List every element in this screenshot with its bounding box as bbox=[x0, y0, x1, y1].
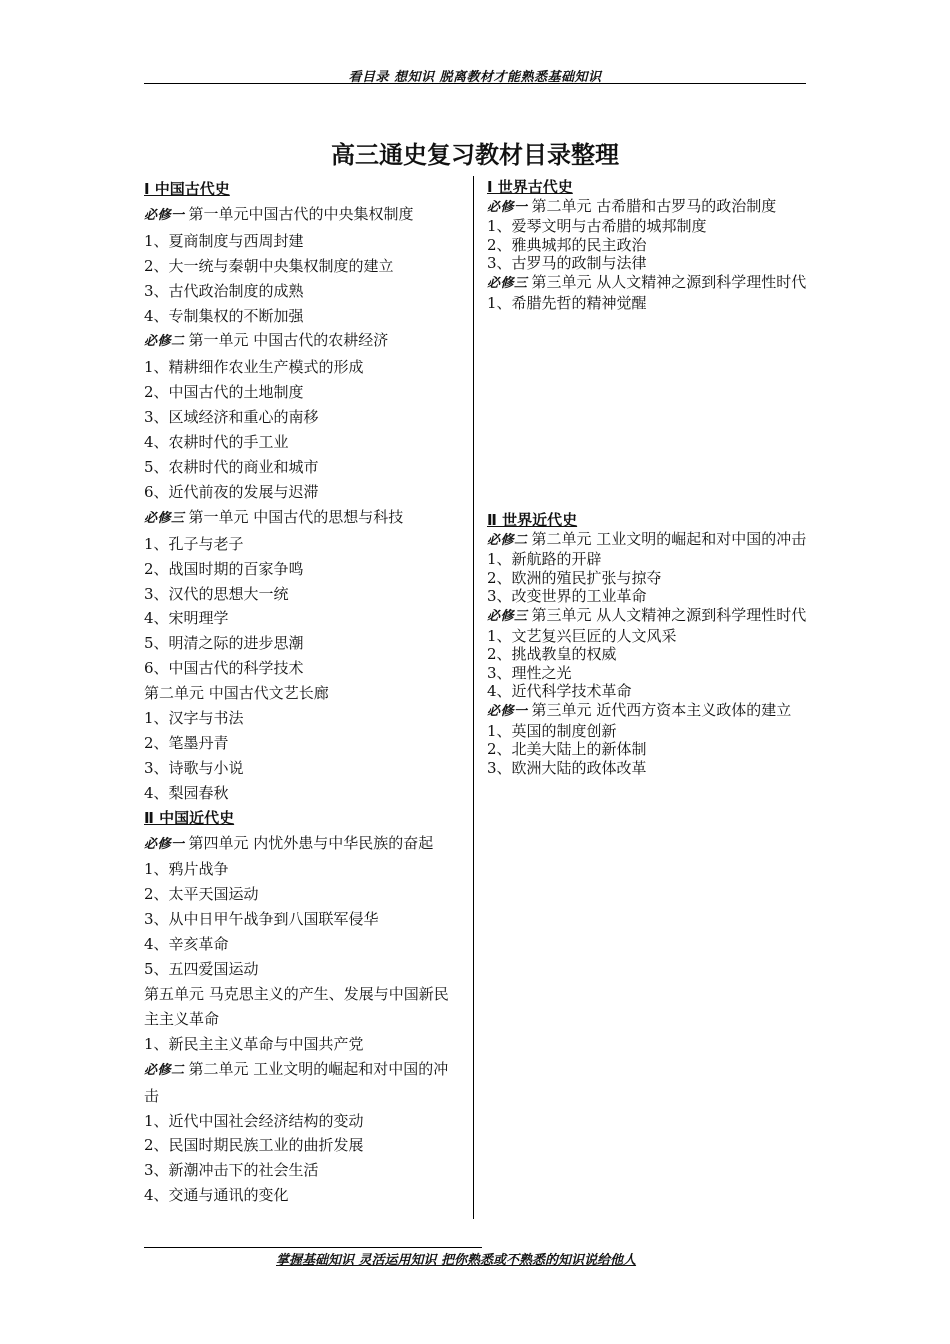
unit-heading bbox=[487, 197, 822, 218]
unit-heading bbox=[144, 831, 460, 858]
section-heading: Ⅰ 世界古代史 bbox=[487, 178, 573, 196]
list-item: 3、从中日甲午战争到八国联军侵华 bbox=[144, 910, 379, 929]
left-column bbox=[144, 177, 460, 1208]
list-item: 1、鸦片战争 bbox=[144, 860, 229, 879]
list-item: 2、中国古代的土地制度 bbox=[144, 383, 304, 402]
list-item: 1、希腊先哲的精神觉醒 bbox=[487, 293, 647, 312]
course-tag: 必修三 bbox=[144, 510, 185, 526]
list-item: 3、古罗马的政制与法律 bbox=[487, 254, 647, 273]
list-item: 2、挑战教皇的权威 bbox=[487, 645, 617, 664]
list-item: 3、欧洲大陆的政体改革 bbox=[487, 758, 647, 777]
list-item: 1、精耕细作农业生产模式的形成 bbox=[144, 358, 364, 377]
list-item: 3、新潮冲击下的社会生活 bbox=[144, 1161, 319, 1180]
list-item: 4、农耕时代的手工业 bbox=[144, 433, 289, 452]
unit-title: 第三单元 近代西方资本主义政体的建立 bbox=[531, 700, 792, 719]
list-item: 3、汉代的思想大一统 bbox=[144, 584, 289, 603]
list-item: 6、近代前夜的发展与迟滞 bbox=[144, 482, 319, 501]
right-column-ancient bbox=[487, 178, 822, 312]
unit-title: 第三单元 从人文精神之源到科学理性时代 bbox=[531, 272, 807, 291]
list-item: 1、新航路的开辟 bbox=[487, 550, 602, 569]
list-item: 4、辛亥革命 bbox=[144, 935, 229, 954]
unit-heading: 第二单元 中国古代文艺长廊 bbox=[144, 684, 329, 703]
unit-heading bbox=[487, 530, 822, 551]
list-item: 6、中国古代的科学技术 bbox=[144, 659, 304, 678]
course-tag: 必修一 bbox=[487, 703, 528, 719]
list-item: 4、近代科学技术革命 bbox=[487, 682, 632, 701]
page-footer: 掌握基础知识 灵活运用知识 把你熟悉或不熟悉的知识说给他人 bbox=[276, 1253, 637, 1268]
list-item: 2、太平天国运动 bbox=[144, 885, 259, 904]
section-heading: Ⅰ 中国古代史 bbox=[144, 180, 230, 198]
unit-title: 第三单元 从人文精神之源到科学理性时代 bbox=[531, 605, 807, 624]
course-tag: 必修一 bbox=[144, 836, 185, 852]
right-column-modern bbox=[487, 511, 822, 777]
list-item: 2、大一统与秦朝中央集权制度的建立 bbox=[144, 256, 394, 275]
unit-heading bbox=[144, 328, 460, 355]
list-item: 2、笔墨丹青 bbox=[144, 733, 229, 752]
course-tag: 必修二 bbox=[487, 532, 528, 548]
page-title: 高三通史复习教材目录整理 bbox=[331, 141, 619, 169]
course-tag: 必修二 bbox=[144, 334, 185, 350]
list-item: 2、欧洲的殖民扩张与掠夺 bbox=[487, 568, 662, 587]
header-rule bbox=[144, 83, 806, 84]
unit-title: 第二单元 古希腊和古罗马的政治制度 bbox=[531, 196, 777, 215]
section-heading: Ⅱ 中国近代史 bbox=[144, 808, 235, 827]
course-tag: 必修三 bbox=[487, 275, 528, 291]
unit-heading bbox=[144, 1057, 460, 1109]
list-item: 1、英国的制度创新 bbox=[487, 721, 617, 740]
list-item: 5、五四爱国运动 bbox=[144, 960, 259, 979]
list-item: 4、宋明理学 bbox=[144, 609, 229, 628]
unit-heading bbox=[144, 505, 460, 532]
list-item: 4、专制集权的不断加强 bbox=[144, 306, 304, 325]
page-header: 看目录 想知识 脱离教材才能熟悉基础知识 bbox=[348, 70, 602, 85]
course-tag: 必修一 bbox=[487, 199, 528, 215]
list-item: 3、改变世界的工业革命 bbox=[487, 587, 647, 606]
list-item: 3、古代政治制度的成熟 bbox=[144, 281, 304, 300]
footer-rule bbox=[144, 1247, 482, 1248]
list-item: 3、诗歌与小说 bbox=[144, 758, 244, 777]
list-item: 2、民国时期民族工业的曲折发展 bbox=[144, 1136, 364, 1155]
section-heading: Ⅱ 世界近代史 bbox=[487, 511, 578, 529]
unit-heading bbox=[487, 606, 822, 627]
list-item: 5、农耕时代的商业和城市 bbox=[144, 457, 319, 476]
list-item: 1、近代中国社会经济结构的变动 bbox=[144, 1111, 364, 1130]
list-item: 1、爱琴文明与古希腊的城邦制度 bbox=[487, 217, 707, 236]
unit-title: 第一单元 中国古代的思想与科技 bbox=[188, 507, 404, 526]
column-divider bbox=[473, 176, 474, 1219]
unit-heading: 第五单元 马克思主义的产生、发展与中国新民主主义革命 bbox=[144, 985, 449, 1028]
list-item: 1、新民主主义革命与中国共产党 bbox=[144, 1034, 364, 1053]
course-tag: 必修一 bbox=[144, 207, 185, 223]
unit-heading bbox=[487, 273, 822, 294]
list-item: 3、区域经济和重心的南移 bbox=[144, 408, 319, 427]
list-item: 4、交通与通讯的变化 bbox=[144, 1186, 289, 1205]
list-item: 1、夏商制度与西周封建 bbox=[144, 231, 304, 250]
unit-title: 第一单元中国古代的中央集权制度 bbox=[188, 204, 414, 223]
list-item: 2、北美大陆上的新体制 bbox=[487, 740, 647, 759]
list-item: 1、文艺复兴巨匠的人文风采 bbox=[487, 626, 677, 645]
unit-title: 第一单元 中国古代的农耕经济 bbox=[188, 331, 389, 350]
course-tag: 必修二 bbox=[144, 1062, 185, 1078]
list-item: 2、雅典城邦的民主政治 bbox=[487, 235, 647, 254]
list-item: 2、战国时期的百家争鸣 bbox=[144, 559, 304, 578]
unit-title: 第二单元 工业文明的崛起和对中国的冲击 bbox=[531, 529, 807, 548]
unit-title: 第二单元 工业文明的崛起和对中国的冲击 bbox=[144, 1059, 449, 1105]
list-item: 4、梨园春秋 bbox=[144, 783, 229, 802]
list-item: 1、孔子与老子 bbox=[144, 534, 244, 553]
list-item: 3、理性之光 bbox=[487, 663, 572, 682]
unit-heading bbox=[144, 202, 460, 229]
list-item: 1、汉字与书法 bbox=[144, 709, 244, 728]
course-tag: 必修三 bbox=[487, 608, 528, 624]
list-item: 5、明清之际的进步思潮 bbox=[144, 634, 304, 653]
unit-heading bbox=[487, 701, 822, 722]
unit-title: 第四单元 内忧外患与中华民族的奋起 bbox=[188, 833, 434, 852]
